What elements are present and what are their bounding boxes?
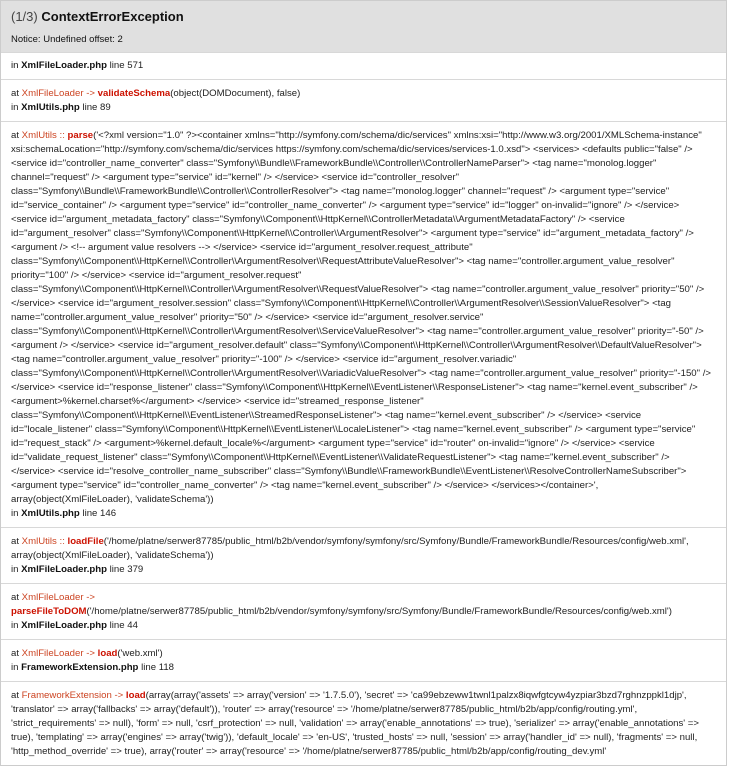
trace-args: ('web.xml') (117, 648, 163, 659)
trace-file[interactable]: XmlFileLoader.php (21, 620, 107, 631)
trace-line: line 89 (82, 102, 111, 113)
trace-function: load (97, 648, 118, 659)
call-separator: -> (83, 648, 98, 659)
trace-args: ('<?xml version="1.0" ?><container xmlns="http://symfony.com/schema/dic/services" xmlns:xsi="http://www.w3.org/2001/XMLSchema-instance" xsi:schemaLocation="http://symfony.com/schema/dic/services https://symfony.com/schema/dic/services/services-1.0.xsd"> <services> <defaults public="false" /> <service id="controller_name_converter" class="Symfony\\Bundle\\FrameworkBundle\\Controller\\ControllerNameParser"> <tag name="monolog.logger" channel="request" /> <argument type="service" id="kernel" /> </service> <service id="controller_resolver" class="Symfony\\Bundle\\FrameworkBundle\\Controller\\ControllerResolver"> <tag name="monolog.logger" channel="request" /> <argument type="service" id="service_container" /> <argument type="service" id="controller_name_converter" /> <argument type="service" id="logger" on-invalid="ignore" /> </service> <service id="argument_metadata_factory" class="Symfony\\Component\\HttpKernel\\ControllerMetadata\\ArgumentMetadataFactory" /> <service id="argument_resolver" class="Symfony\\Component\\HttpKernel\\Controller\\ArgumentResolver"> <argument type="service" id="argument_metadata_factory" /> <argument /> <!-- argument value resolvers --> </service> <service id="argument_resolver.request_attribute" class="Symfony\\Component\\HttpKernel\\Controller\\ArgumentResolver\\RequestAttributeValueResolver"> <tag name="controller.argument_value_resolver" priority="100" /> </service> <service id="argument_resolver.request" class="Symfony\\Component\\HttpKernel\\Controller\\ArgumentResolver\\RequestValueResolver"> <tag name="controller.argument_value_resolver" priority="50" /> </service> <service id="argument_resolver.session" class="Symfony\\Component\\HttpKernel\\Controller\\ArgumentResolver\\SessionValueResolver"> <tag name="controller.argument_value_resolver" priority="50" /> </service> <service id="argument_resolver.service" class="Symfony\\Component\\HttpKernel\\Controller\\ArgumentResolver\\ServiceValueResolver"> <tag name="controller.argument_value_resolver" priority="-50" /> <argument /> </service> <service id="argument_resolver.default" class="Symfony\\Component\\HttpKernel\\Controller\\ArgumentResolver\\DefaultValueResolver"> <tag name="controller.argument_value_resolver" priority="-100" /> </service> <service id="argument_resolver.variadic" class="Symfony\\Component\\HttpKernel\\Controller\\ArgumentResolver\\VariadicValueResolver"> <tag name="controller.argument_value_resolver" priority="-150" /> </service> <service id="response_listener" class="Symfony\\Component\\HttpKernel\\EventListener\\ResponseListener"> <tag name="kernel.event_subscriber" /> <argument>%kernel.charset%</argument> </service> <service id="streamed_response_listener" class="Symfony\\Component\\HttpKernel\\EventListener\\StreamedResponseListener"> <tag name="kernel.event_subscriber" /> </service> <service id="locale_listener" class="Symfony\\Component\\HttpKernel\\EventListener\\LocaleListener"> <tag name="kernel.event_subscriber" /> <argument type="service" id="request_stack" /> <argument>%kernel.default_locale%</argument> <argument type="service" id="router" on-invalid="ignore" /> </service> <service id="validate_request_listener" class="Symfony\\Component\\HttpKernel\\EventListener\\ValidateRequestListener"> <tag name="kernel.event_subscriber" /> </service> <service id="resolve_controller_name_subscriber" class="Symfony\\Bundle\\FrameworkBundle\\EventListener\\ResolveControllerNameSubscriber"> <argument type="service" id="controller_name_converter" /> <tag name="kernel.event_subscriber" /> </service> </services></container>', array(object(XmlFileLoader), 'validateSchema')) (11, 130, 711, 505)
trace-function: loadFile (67, 536, 104, 547)
trace-entry (1, 79, 726, 121)
call-separator: -> (111, 690, 126, 701)
trace-location: in FrameworkExtension.php line 118 (11, 662, 174, 673)
trace-args: (object(DOMDocument), false) (170, 88, 301, 99)
trace-function: validateSchema (97, 88, 171, 99)
trace-call: at XmlUtils :: parse('<?xml version="1.0" ?><container xmlns="http://symfony.com/schema/dic/services" xmlns:xsi="http://www.w3.org/2001/XMLSchema-instance" xsi:schemaLocation="http://symfony.com/schema/dic/services https://symfony.com/schema/dic/services/services-1.0.xsd"> <services> <defaults public="false" /> <service id="controller_name_converter" class="Symfony\\Bundle\\FrameworkBundle\\Controller\\ControllerNameParser"> <tag name="monolog.logger" channel="request" /> <argument type="service" id="kernel" /> </service> <service id="controller_resolver" class="Symfony\\Bundle\\FrameworkBundle\\Controller\\ControllerResolver"> <tag name="monolog.logger" channel="request" /> <argument type="service" id="service_container" /> <argument type="service" id="controller_name_converter" /> <argument type="service" id="logger" on-invalid="ignore" /> </service> <service id="argument_metadata_factory" class="Symfony\\Component\\HttpKernel\\ControllerMetadata\\ArgumentMetadataFactory" /> <service id="argument_resolver" class="Symfony\\Component\\HttpKernel\\Controller\\ArgumentResolver"> <argument type="service" id="argument_metadata_factory" /> <argument /> <!-- argument value resolvers --> </service> <service id="argument_resolver.request_attribute" class="Symfony\\Component\\HttpKernel\\Controller\\ArgumentResolver\\RequestAttributeValueResolver"> <tag name="controller.argument_value_resolver" priority="100" /> </service> <service id="argument_resolver.request" class="Symfony\\Component\\HttpKernel\\Controller\\ArgumentResolver\\RequestValueResolver"> <tag name="controller.argument_value_resolver" priority="50" /> </service> <service id="argument_resolver.session" class="Symfony\\Component\\HttpKernel\\Controller\\ArgumentResolver\\SessionValueResolver"> <tag name="controller.argument_value_resolver" priority="50" /> </service> <service id="argument_resolver.service" class="Symfony\\Component\\HttpKernel\\Controller\\ArgumentResolver\\ServiceValueResolver"> <tag name="controller.argument_value_resolver" priority="-50" /> <argument /> </service> <service id="argument_resolver.default" class="Symfony\\Component\\HttpKernel\\Controller\\ArgumentResolver\\DefaultValueResolver"> <tag name="controller.argument_value_resolver" priority="-100" /> </service> <service id="argument_resolver.variadic" class="Symfony\\Component\\HttpKernel\\Controller\\ArgumentResolver\\VariadicValueResolver"> <tag name="controller.argument_value_resolver" priority="-150" /> </service> <service id="response_listener" class="Symfony\\Component\\HttpKernel\\EventListener\\ResponseListener"> <tag name="kernel.event_subscriber" /> <argument>%kernel.charset%</argument> </service> <service id="streamed_response_listener" class="Symfony\\Component\\HttpKernel\\EventListener\\StreamedResponseListener"> <tag name="kernel.event_subscriber" /> </service> <service id="locale_listener" class="Symfony\\Component\\HttpKernel\\EventListener\\LocaleListener"> <tag name="kernel.event_subscriber" /> <argument type="service" id="request_stack" /> <argument>%kernel.default_locale%</argument> <argument type="service" id="router" on-invalid="ignore" /> </service> <service id="validate_request_listener" class="Symfony\\Component\\HttpKernel\\EventListener\\ValidateRequestListener"> <tag name="kernel.event_subscriber" /> </service> <service id="resolve_controller_name_subscriber" class="Symfony\\Bundle\\FrameworkBundle\\EventListener\\ResolveControllerNameSubscriber"> <argument type="service" id="controller_name_converter" /> <tag name="kernel.event_subscriber" /> </service> </services></container>', array(object(XmlFileLoader), 'validateSchema')) (11, 130, 711, 505)
trace-location: in XmlFileLoader.php line 44 (11, 620, 138, 631)
trace-call: at XmlFileLoader -> load('web.xml') (11, 648, 163, 659)
trace-file[interactable]: XmlFileLoader.php (21, 564, 107, 575)
trace-line: line 146 (82, 508, 117, 519)
trace-entry (1, 639, 726, 681)
trace-line: line 118 (141, 662, 174, 673)
trace-entry (1, 583, 726, 639)
trace-entry (1, 527, 726, 583)
call-separator: :: (56, 536, 68, 547)
trace-call: at FrameworkExtension -> load(array(array('assets' => array('version' => '1.7.5.0'), 'secret' => 'ca99ebzeww1twnl1palzx8iqwfgtcyw4yzpiar3bzd7rghnzppkl1djp', 'translator' => array('fallbacks' => array('default')), 'router' => array('resource' => '/home/platne/serwer87785/public_html/b2b/app/config/routing.yml', 'strict_requirements' => null), 'form' => null, 'csrf_protection' => null, 'validation' => array('enable_annotations' => true), 'serializer' => array('enable_annotations' => true), 'templating' => array('engines' => array('twig')), 'default_locale' => 'en-US', 'trusted_hosts' => null, 'session' => array('handler_id' => null), 'fragments' => null, 'http_method_override' => true), array('router' => array('resource' => '/home/platne/serwer87785/public_html/b2b/app/config/routing_dev.yml' (11, 690, 699, 757)
page-title (11, 9, 716, 24)
exception-counter: (1/3) (11, 9, 38, 24)
trace-function: parseFileToDOM (11, 606, 87, 617)
call-separator: :: (56, 130, 68, 141)
trace-function: load (125, 690, 146, 701)
call-separator: -> (83, 88, 98, 99)
trace-args: ('/home/platne/serwer87785/public_html/b2b/vendor/symfony/symfony/src/Symfony/Bundle/FrameworkBundle/Resources/config/web.xml') (86, 606, 672, 617)
trace-line: line 571 (109, 60, 144, 71)
trace-file[interactable]: XmlFileLoader.php (21, 60, 107, 71)
trace-entry (1, 121, 726, 527)
trace-location: in XmlUtils.php line 146 (11, 508, 117, 519)
trace-class[interactable]: XmlUtils (21, 536, 57, 547)
trace-file[interactable]: FrameworkExtension.php (21, 662, 139, 673)
trace-entry: in XmlFileLoader.php line 571 (1, 52, 726, 79)
trace-call: at XmlFileLoader -> parseFileToDOM('/home/platne/serwer87785/public_html/b2b/vendor/symfony/symfony/src/Symfony/Bundle/FrameworkBundle/Resources/config/web.xml') (11, 592, 672, 617)
trace-location: in XmlFileLoader.php line 379 (11, 564, 144, 575)
trace-call: at XmlUtils :: loadFile('/home/platne/serwer87785/public_html/b2b/vendor/symfony/symfony/src/Symfony/Bundle/FrameworkBundle/Resources/config/web.xml', array(object(XmlFileLoader), 'validateSchema')) (11, 536, 689, 561)
exception-message: Notice: Undefined offset: 2 (11, 34, 123, 45)
trace-file[interactable]: XmlUtils.php (21, 508, 80, 519)
trace-call: at XmlFileLoader -> validateSchema(object(DOMDocument), false) (11, 88, 301, 99)
exception-class: ContextErrorException (41, 9, 184, 24)
trace-class[interactable]: XmlFileLoader (21, 88, 84, 99)
trace-file[interactable]: XmlUtils.php (21, 102, 80, 113)
trace-class[interactable]: XmlUtils (21, 130, 57, 141)
call-separator: -> (83, 592, 95, 603)
trace-class[interactable]: XmlFileLoader (21, 592, 84, 603)
trace-line: line 379 (109, 564, 144, 575)
trace-line: line 44 (109, 620, 138, 631)
trace-class[interactable]: FrameworkExtension (21, 690, 112, 701)
trace-location: in XmlUtils.php line 89 (11, 102, 111, 113)
trace-entry (1, 681, 726, 765)
trace-class[interactable]: XmlFileLoader (21, 648, 84, 659)
trace-args: ('/home/platne/serwer87785/public_html/b2b/vendor/symfony/symfony/src/Symfony/Bundle/FrameworkBundle/Resources/config/web.xml', array(object(XmlFileLoader), 'validateSchema')) (11, 536, 689, 561)
trace-args: (array(array('assets' => array('version' => '1.7.5.0'), 'secret' => 'ca99ebzeww1twnl1palzx8iqwfgtcyw4yzpiar3bzd7rghnzppkl1djp', 'translator' => array('fallbacks' => array('default')), 'router' => array('resource' => '/home/platne/serwer87785/public_html/b2b/app/config/routing.yml', 'strict_requirements' => null), 'form' => null, 'csrf_protection' => null, 'validation' => array('enable_annotations' => true), 'serializer' => array('enable_annotations' => true), 'templating' => array('engines' => array('twig')), 'default_locale' => 'en-US', 'trusted_hosts' => null, 'session' => array('handler_id' => null), 'fragments' => null, 'http_method_override' => true), array('router' => array('resource' => '/home/platne/serwer87785/public_html/b2b/app/config/routing_dev.yml' (11, 690, 699, 757)
exception-header (1, 0, 726, 52)
trace-function: parse (67, 130, 94, 141)
